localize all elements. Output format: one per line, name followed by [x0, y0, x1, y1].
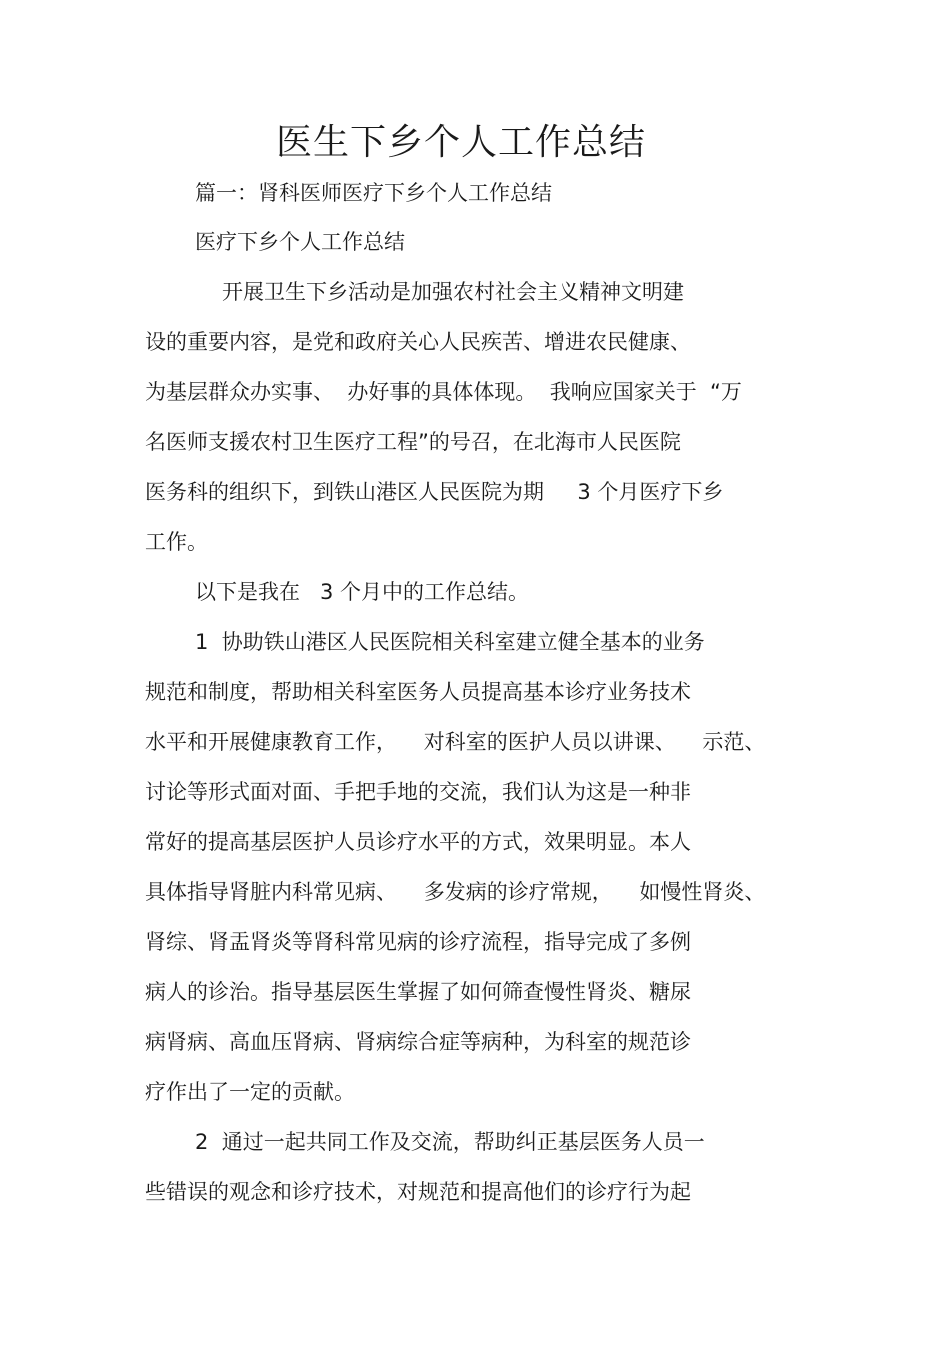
paragraph-line: 肾综、肾盂肾炎等肾科常见病的诊疗流程，指导完成了多例 — [145, 930, 691, 954]
paragraph-line: 病肾病、高血压肾病、肾病综合症等病种，为科室的规范诊 — [145, 1030, 691, 1054]
paragraph-line: 为基层群众办实事、 办好事的具体体现。 我响应国家关于 “万 — [145, 380, 742, 404]
paragraph-line: 常好的提高基层医护人员诊疗水平的方式，效果明显。本人 — [145, 830, 691, 854]
paragraph-line: 2 通过一起共同工作及交流，帮助纠正基层医务人员一 — [195, 1130, 705, 1154]
paragraph-line: 讨论等形式面对面、手把手地的交流，我们认为这是一种非 — [145, 780, 691, 804]
subheading: 医疗下乡个人工作总结 — [195, 230, 405, 254]
paragraph-line: 疗作出了一定的贡献。 — [145, 1080, 355, 1104]
document-title: 医生下乡个人工作总结 — [275, 122, 646, 163]
paragraph-line: 规范和制度，帮助相关科室医务人员提高基本诊疗业务技术 — [145, 680, 691, 704]
paragraph-line: 水平和开展健康教育工作， 对科室的医护人员以讲课、 示范、 — [145, 730, 766, 754]
paragraph-line: 医务科的组织下，到铁山港区人民医院为期 3 个月医疗下乡 — [145, 480, 724, 504]
paragraph-line: 病人的诊治。指导基层医生掌握了如何筛查慢性肾炎、糖尿 — [145, 980, 691, 1004]
section-heading: 篇一：肾科医师医疗下乡个人工作总结 — [195, 181, 552, 205]
paragraph-line: 名医师支援农村卫生医疗工程”的号召，在北海市人民医院 — [145, 430, 681, 454]
paragraph-line: 1 协助铁山港区人民医院相关科室建立健全基本的业务 — [195, 630, 705, 654]
paragraph-line: 开展卫生下乡活动是加强农村社会主义精神文明建 — [222, 280, 684, 304]
paragraph-line: 设的重要内容，是党和政府关心人民疾苦、增进农民健康、 — [145, 330, 691, 354]
paragraph-line: 具体指导肾脏内科常见病、 多发病的诊疗常规， 如慢性肾炎、 — [145, 880, 766, 904]
paragraph-line: 以下是我在 3 个月中的工作总结。 — [195, 580, 530, 604]
paragraph-line: 些错误的观念和诊疗技术，对规范和提高他们的诊疗行为起 — [145, 1180, 691, 1204]
paragraph-line: 工作。 — [145, 530, 208, 554]
